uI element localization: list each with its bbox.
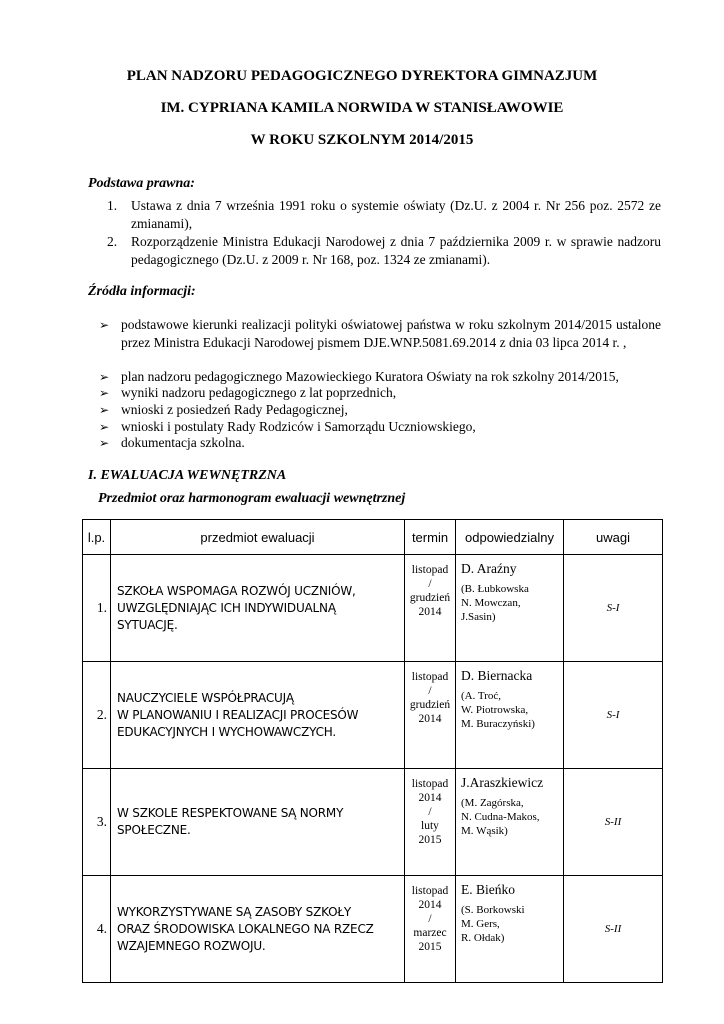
- source-text: plan nadzoru pedagogicznego Mazowieckiego Kuratora Oświaty na rok szkolny 2014/2015,: [121, 369, 619, 384]
- source-text: podstawowe kierunki realizacji polityki oświatowej państwa w roku szkolnym 2014/2015 ustalone przez Ministra Edukacji Narodowej pismem DJE.WNP.5081.69.2014 z dnia 03 lipca 2014 r. ,: [121, 317, 661, 350]
- arrow-bullet-icon: ➢: [99, 386, 110, 400]
- header-term: termin: [405, 520, 456, 555]
- responsible-person: [456, 555, 564, 662]
- row-notes: S-II: [564, 769, 663, 876]
- header-subject: przedmiot ewaluacji: [111, 520, 405, 555]
- source-item: [99, 316, 661, 352]
- document-title: [0, 67, 724, 163]
- legal-basis-item: [107, 233, 661, 269]
- team-members: (B. Łubkowska N. Mowczan, J.Sasin): [461, 583, 529, 623]
- header-lp: l.p.: [83, 520, 111, 555]
- row-notes: S-I: [564, 662, 663, 769]
- title-line-3: W ROKU SZKOLNYM 2014/2015: [250, 132, 474, 148]
- title-line-2: IM. CYPRIANA KAMILA NORWIDA W STANISŁAWOWIE: [160, 100, 564, 116]
- evaluation-table: [82, 519, 663, 983]
- arrow-bullet-icon: ➢: [99, 403, 110, 417]
- evaluation-term: listopad 2014 / luty 2015: [405, 769, 456, 876]
- row-number: 2.: [83, 662, 111, 769]
- legal-basis-item: [107, 197, 661, 233]
- source-text: wyniki nadzoru pedagogicznego z lat poprzednich,: [121, 385, 397, 400]
- section-heading: I. EWALUACJA WEWNĘTRZNA: [88, 468, 287, 483]
- table-row: [83, 876, 663, 983]
- header-responsible: odpowiedzialny: [456, 520, 564, 555]
- table-row: [83, 555, 663, 662]
- source-item: [99, 384, 661, 402]
- lead-person: D. Biernacka: [461, 668, 533, 683]
- legal-basis-heading: Podstawa prawna:: [88, 176, 195, 191]
- responsible-person: [456, 769, 564, 876]
- arrow-bullet-icon: ➢: [99, 370, 110, 384]
- section-subheading: Przedmiot oraz harmonogram ewaluacji wewnętrznej: [98, 491, 406, 506]
- responsible-person: [456, 876, 564, 983]
- source-item: [99, 401, 661, 419]
- team-members: (A. Troć, W. Piotrowska, M. Buraczyński): [461, 690, 535, 730]
- evaluation-term: listopad / grudzień 2014: [405, 662, 456, 769]
- evaluation-term: listopad / grudzień 2014: [405, 555, 456, 662]
- row-number: 1.: [83, 555, 111, 662]
- team-members: (S. Borkowski M. Gers, R. Ołdak): [461, 904, 525, 944]
- table-row: [83, 769, 663, 876]
- legal-basis-number: 2.: [107, 234, 118, 249]
- lead-person: D. Araźny: [461, 561, 517, 576]
- source-item: [99, 434, 661, 452]
- row-notes: S-II: [564, 876, 663, 983]
- legal-basis-number: 1.: [107, 198, 118, 213]
- title-line-1: PLAN NADZORU PEDAGOGICZNEGO DYREKTORA GIMNAZJUM: [126, 68, 598, 84]
- responsible-person: [456, 662, 564, 769]
- row-number: 4.: [83, 876, 111, 983]
- evaluation-subject: W SZKOLE RESPEKTOWANE SĄ NORMY SPOŁECZNE.: [111, 769, 405, 876]
- evaluation-subject: NAUCZYCIELE WSPÓŁPRACUJĄ W PLANOWANIU I REALIZACJI PROCESÓW EDUKACYJNYCH I WYCHOWAWCZYCH.: [111, 662, 405, 769]
- arrow-bullet-icon: ➢: [99, 318, 110, 332]
- table-header-row: [83, 520, 663, 555]
- header-notes: uwagi: [564, 520, 663, 555]
- evaluation-term: listopad 2014 / marzec 2015: [405, 876, 456, 983]
- lead-person: J.Araszkiewicz: [461, 775, 544, 790]
- source-text: wnioski i postulaty Rady Rodziców i Samorządu Uczniowskiego,: [121, 419, 476, 434]
- evaluation-subject: SZKOŁA WSPOMAGA ROZWÓJ UCZNIÓW, UWZGLĘDNIAJĄC ICH INDYWIDUALNĄ SYTUACJĘ.: [111, 555, 405, 662]
- team-members: (M. Zagórska, N. Cudna-Makos, M. Wąsik): [461, 797, 540, 837]
- sources-heading: Źródła informacji:: [88, 284, 196, 299]
- source-text: wnioski z posiedzeń Rady Pedagogicznej,: [121, 402, 348, 417]
- legal-basis-text: Rozporządzenie Ministra Edukacji Narodowej z dnia 7 października 2009 r. w sprawie nadzoru pedagogicznego (Dz.U. z 2009 r. Nr 168, poz. 1324 ze zmianami).: [131, 234, 661, 267]
- evaluation-subject: WYKORZYSTYWANE SĄ ZASOBY SZKOŁY ORAZ ŚRODOWISKA LOKALNEGO NA RZECZ WZAJEMNEGO ROZWOJU.: [111, 876, 405, 983]
- row-number: 3.: [83, 769, 111, 876]
- lead-person: E. Bieńko: [461, 882, 515, 897]
- row-notes: S-I: [564, 555, 663, 662]
- legal-basis-text: Ustawa z dnia 7 września 1991 roku o systemie oświaty (Dz.U. z 2004 r. Nr 256 poz. 2572 ze zmianami),: [131, 198, 661, 231]
- source-text: dokumentacja szkolna.: [121, 435, 245, 450]
- arrow-bullet-icon: ➢: [99, 420, 110, 434]
- table-row: [83, 662, 663, 769]
- arrow-bullet-icon: ➢: [99, 436, 110, 450]
